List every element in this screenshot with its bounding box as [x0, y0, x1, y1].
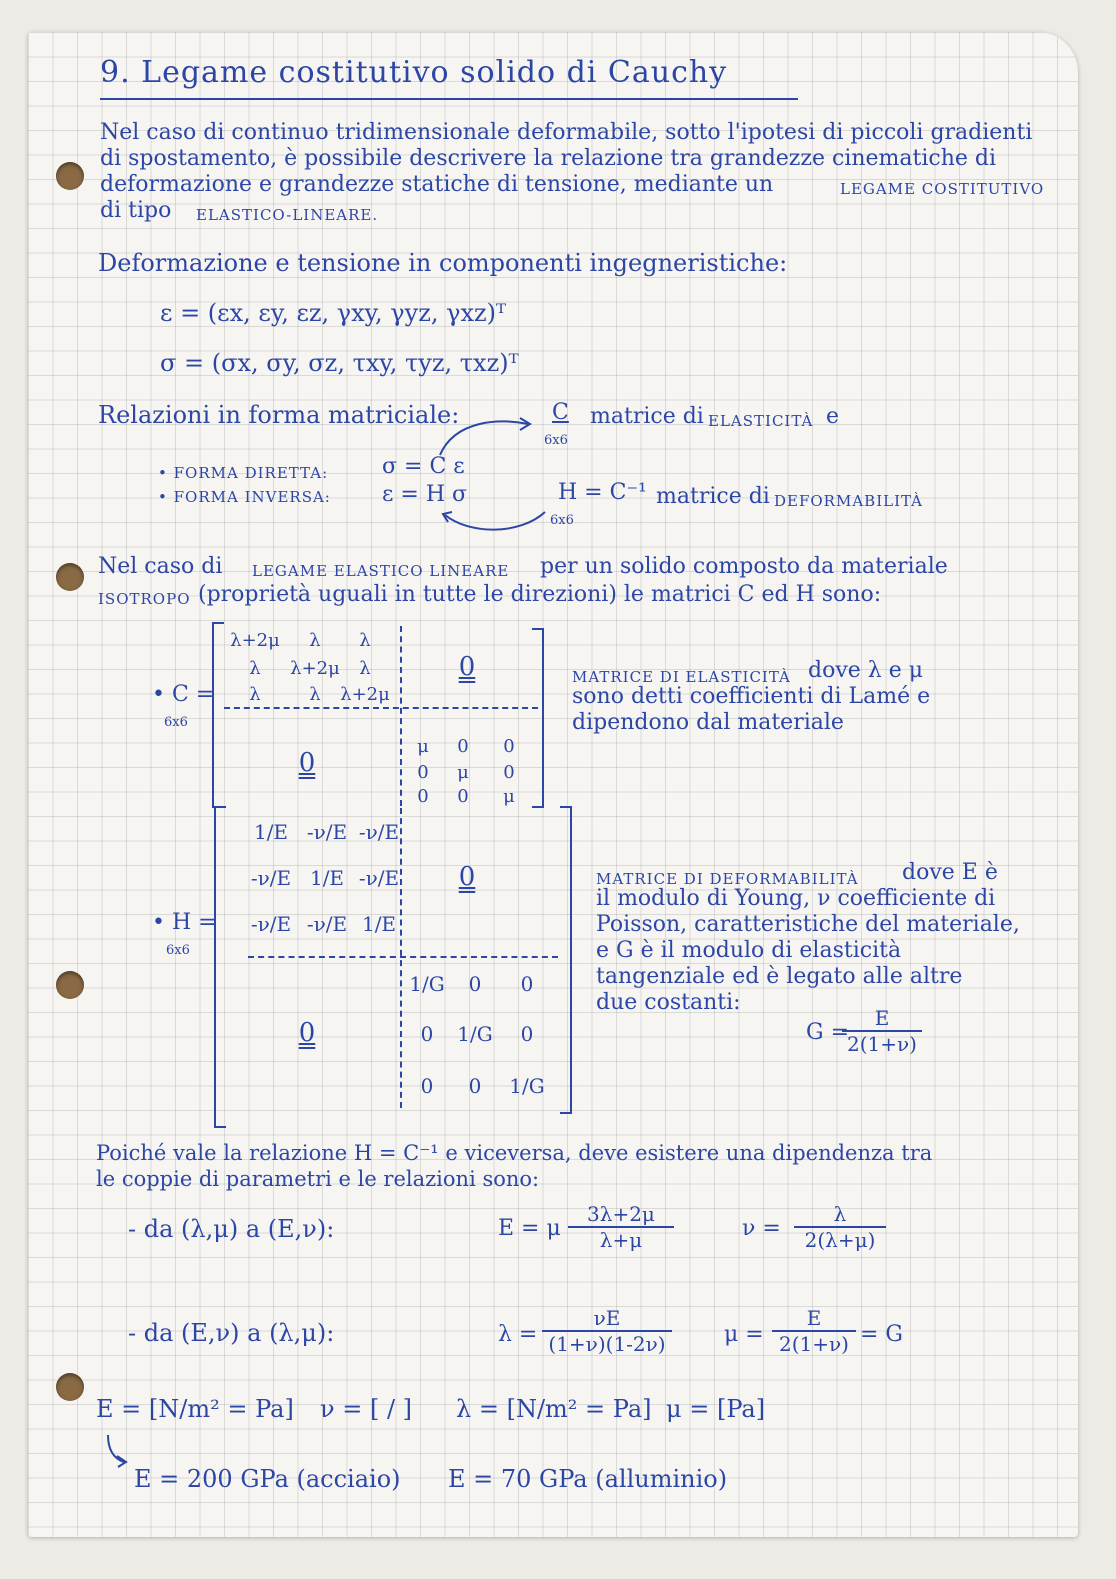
h-dim: 6x6 [550, 513, 574, 528]
c-desc: matrice di [590, 404, 704, 429]
rel1-nu-denominator: 2(λ+μ) [804, 1228, 876, 1252]
c-cell: 0 [417, 786, 429, 807]
rel2-label: - da (E,ν) a (λ,μ): [128, 1319, 335, 1347]
c-matrix-desc-caps: MATRICE DI ELASTICITÀ [572, 668, 791, 686]
c-desc-end: e [826, 404, 840, 429]
h-matrix-dim: 6x6 [166, 943, 190, 958]
c-zero-block: 0 [458, 652, 476, 682]
h-matrix-right-bracket [560, 806, 572, 1114]
c-cell: λ [249, 658, 261, 679]
rel2-m-denominator: 2(1+ν) [779, 1332, 849, 1356]
h-cell: 0 [468, 1074, 482, 1098]
c-cell: 0 [457, 786, 469, 807]
c-matrix-hdivider [224, 707, 538, 709]
c-cell: λ [359, 630, 371, 651]
eq-diretta: σ = C ε [382, 454, 465, 479]
example-aluminium: E = 70 GPa (alluminio) [448, 1465, 728, 1493]
c-cell: 0 [503, 736, 515, 757]
h-cell: -ν/E [306, 820, 348, 844]
rel2-l-numerator: νE [542, 1306, 672, 1332]
rel2-m-rhs: = G [860, 1322, 904, 1347]
c-matrix-dim: 6x6 [164, 715, 188, 730]
h-desc: matrice di [656, 484, 770, 509]
h-cell: 0 [420, 1074, 434, 1098]
h-cell: 0 [420, 1022, 434, 1046]
intro-line-3: deformazione e grandezze statiche di tensione, mediante un [100, 172, 774, 197]
poiche-line-1: Poiché vale la relazione H = C⁻¹ e viceversa, deve esistere una dipendenza tra [96, 1141, 933, 1165]
rel1-nu-numerator: λ [794, 1202, 886, 1228]
rel2-l-fraction [542, 1306, 672, 1356]
rel1-nu-lhs: ν = [742, 1216, 781, 1241]
h-matrix-hdivider [248, 956, 558, 958]
c-cell: λ [309, 630, 321, 651]
example-steel: E = 200 GPa (acciaio) [134, 1465, 401, 1493]
c-cell: λ+2μ [340, 684, 390, 705]
isotropic-line-2-caps: ISOTROPO [98, 590, 191, 608]
components-heading: Deformazione e tensione in componenti ingegneristiche: [98, 249, 788, 277]
c-cell: μ [503, 786, 515, 807]
c-cell: 0 [417, 762, 429, 783]
h-cell: -ν/E [358, 866, 400, 890]
g-lhs: G = [806, 1020, 850, 1045]
poiche-line-2: le coppie di parametri e le relazioni sono: [96, 1167, 540, 1191]
c-cell: λ+2μ [290, 658, 340, 679]
h-cell: 0 [468, 972, 482, 996]
unit-mu: μ = [Pa] [666, 1395, 766, 1423]
rel1-e-lhs: E = μ [498, 1216, 561, 1241]
rel1-e-fraction [568, 1202, 674, 1252]
h-zero-block: 0 [458, 862, 476, 892]
h-zero-block: 0 [298, 1018, 316, 1048]
relations-heading: Relazioni in forma matriciale: [98, 401, 460, 429]
rel1-label: - da (λ,μ) a (E,ν): [128, 1215, 335, 1243]
intro-line-4: di tipo [100, 198, 172, 223]
forma-diretta-label: • FORMA DIRETTA: [158, 464, 329, 482]
h-matrix-desc: dove E è [902, 860, 998, 885]
c-zero-block: 0 [298, 748, 316, 778]
c-cell: λ [359, 658, 371, 679]
isotropic-line-1a: Nel caso di [98, 554, 223, 579]
rel1-nu-fraction [794, 1202, 886, 1252]
h-cell: 1/G [409, 972, 445, 996]
unit-nu: ν = [ / ] [320, 1395, 413, 1423]
c-cell: λ [309, 684, 321, 705]
rel2-l-lhs: λ = [498, 1322, 538, 1347]
h-matrix-desc: tangenziale ed è legato alle altre [596, 964, 963, 989]
sigma-vector: σ = (σx, σy, σz, τxy, τyz, τxz)ᵀ [160, 349, 519, 377]
c-cell: λ+2μ [230, 630, 280, 651]
c-matrix-label: • C = [152, 682, 215, 707]
g-denominator: 2(1+ν) [847, 1032, 917, 1056]
rel2-m-numerator: E [772, 1306, 856, 1332]
rel1-e-numerator: 3λ+2μ [568, 1202, 674, 1228]
c-matrix-desc: sono detti coefficienti di Lamé e [572, 684, 931, 709]
rel2-m-lhs: μ = [724, 1322, 764, 1347]
h-cell: 1/G [509, 1074, 545, 1098]
isotropic-line-2b: (proprietà uguali in tutte le direzioni) le matrici C ed H sono: [198, 582, 882, 607]
page-title: 9. Legame costitutivo solido di Cauchy [100, 55, 728, 90]
rel1-e-denominator: λ+μ [599, 1228, 643, 1252]
h-cell: 0 [520, 1022, 534, 1046]
h-matrix-vdivider [400, 808, 402, 1108]
h-cell: 1/G [457, 1022, 493, 1046]
c-label: C [552, 400, 569, 425]
c-cell: λ [249, 684, 261, 705]
intro-caps-tipo: ELASTICO-LINEARE. [196, 206, 379, 224]
h-cell: 1/E [309, 866, 345, 890]
epsilon-vector: ε = (εx, εy, εz, γxy, γyz, γxz)ᵀ [160, 299, 507, 327]
forma-inversa-label: • FORMA INVERSA: [158, 488, 331, 506]
g-fraction [842, 1006, 922, 1056]
h-matrix-desc-caps: MATRICE DI DEFORMABILITÀ [596, 870, 859, 888]
h-matrix-desc: il modulo di Young, ν coefficiente di [596, 886, 996, 911]
rel2-m-fraction [772, 1306, 856, 1356]
eq-inversa: ε = H σ [382, 482, 468, 507]
h-matrix-desc: Poisson, caratteristiche del materiale, [596, 912, 1020, 937]
unit-lambda: λ = [N/m² = Pa] [456, 1395, 652, 1423]
c-cell: μ [417, 736, 429, 757]
h-desc-caps: DEFORMABILITÀ [774, 492, 924, 510]
h-matrix-left-bracket [214, 806, 226, 1128]
h-cell: -ν/E [306, 912, 348, 936]
h-cell: -ν/E [250, 866, 292, 890]
c-dim: 6x6 [544, 433, 568, 448]
h-cell: -ν/E [358, 820, 400, 844]
h-cell: 1/E [253, 820, 289, 844]
h-cell: 0 [520, 972, 534, 996]
c-cell: 0 [457, 736, 469, 757]
h-cell: 1/E [361, 912, 397, 936]
h-matrix-desc: due costanti: [596, 990, 741, 1015]
h-matrix-desc: e G è il modulo di elasticità [596, 938, 902, 963]
rel2-l-denominator: (1+ν)(1-2ν) [548, 1332, 666, 1356]
h-matrix-label: • H = [152, 910, 217, 935]
c-desc-caps: ELASTICITÀ [708, 412, 814, 430]
intro-caps-legame: LEGAME COSTITUTIVO [840, 180, 1045, 198]
isotropic-line-1b: per un solido composto da materiale [540, 554, 948, 579]
intro-line-2: di spostamento, è possibile descrivere la relazione tra grandezze cinematiche di [100, 146, 997, 171]
intro-line-1: Nel caso di continuo tridimensionale deformabile, sotto l'ipotesi di piccoli gradienti [100, 120, 1033, 145]
g-numerator: E [842, 1006, 922, 1032]
c-matrix-desc: dove λ e μ [808, 658, 924, 683]
unit-e: E = [N/m² = Pa] [96, 1395, 294, 1423]
c-cell: μ [457, 762, 469, 783]
c-matrix-desc: dipendono dal materiale [572, 710, 844, 735]
h-cell: -ν/E [250, 912, 292, 936]
h-def: H = C⁻¹ [558, 480, 647, 505]
isotropic-line-1-caps: LEGAME ELASTICO LINEARE [252, 562, 510, 580]
c-cell: 0 [503, 762, 515, 783]
